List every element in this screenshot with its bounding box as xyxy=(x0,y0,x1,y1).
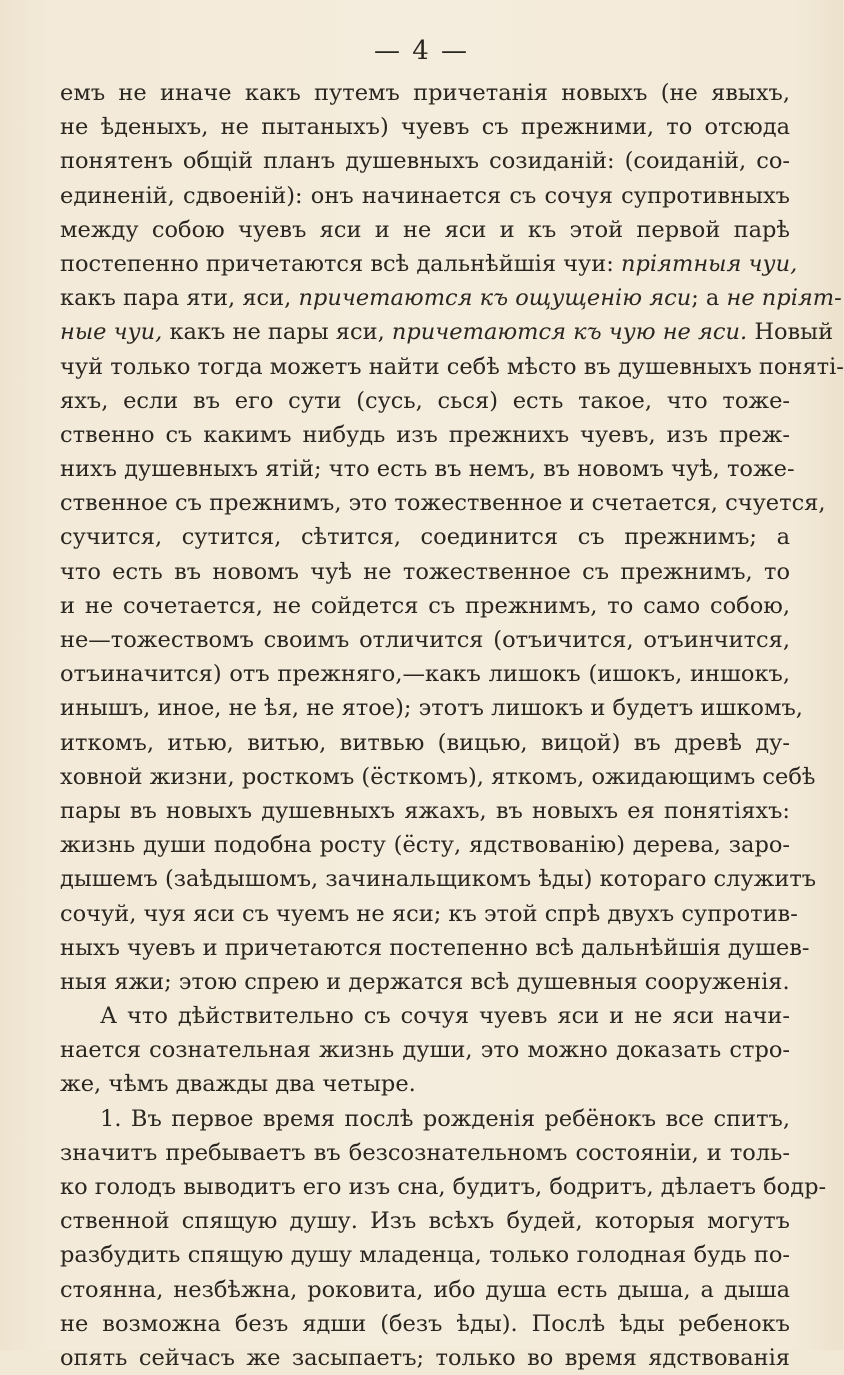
text-line xyxy=(60,965,790,999)
text-segment: не ѣденыхъ, не пытаныхъ) чуевъ съ прежними, то отсюда xyxy=(60,114,790,141)
text-line xyxy=(60,281,842,315)
text-line xyxy=(60,179,790,213)
text-segment: сочуй, чуя яси съ чуемъ не яси; къ этой спрѣ двухъ супротив- xyxy=(60,900,798,927)
text-line xyxy=(60,999,790,1033)
text-line xyxy=(60,213,790,247)
text-line xyxy=(60,1307,790,1341)
text-segment: дышемъ (заѣдышомъ, зачинальщикомъ ѣды) котораго служитъ xyxy=(60,866,817,893)
text-line xyxy=(60,1033,790,1067)
italic-text: пріятныя чуи, xyxy=(621,250,798,277)
text-segment: нается сознательная жизнь души, это можно доказать стро- xyxy=(60,1037,790,1064)
text-segment: стоянна, незбѣжна, роковита, ибо душа есть дыша, а дыша xyxy=(60,1276,790,1303)
text-segment: сучится, сутится, сѣтится, соединится съ прежнимъ; а xyxy=(60,524,790,551)
italic-text: причетаются къ ощущенію яси xyxy=(298,285,692,312)
text-segment: опять сейчасъ же засыпаетъ; только во время ядствованія xyxy=(60,1344,790,1371)
text-segment: значитъ пребываетъ въ безсознательномъ состояніи, и толь- xyxy=(60,1139,790,1166)
text-line xyxy=(60,555,790,589)
text-segment: понятенъ общій планъ душевныхъ созиданій: (соиданій, со- xyxy=(60,148,790,175)
text-line xyxy=(60,828,790,862)
text-segment: ныя яжи; этою спрею и держатся всѣ душевныя сооруженія. xyxy=(60,968,790,995)
text-segment: отъиначится) отъ прежняго,—какъ лишокъ (ишокъ, иншокъ, xyxy=(60,661,790,688)
text-line xyxy=(60,1273,790,1307)
text-line xyxy=(60,1170,827,1204)
text-segment: иткомъ, итью, витью, витвью (вицью, вицой) въ древѣ ду- xyxy=(60,729,790,756)
text-line xyxy=(60,247,798,281)
text-line xyxy=(60,418,790,452)
text-segment: какъ пара яти, яси, xyxy=(60,285,299,312)
text-line xyxy=(60,726,790,760)
text-line xyxy=(60,589,790,623)
text-line xyxy=(60,897,798,931)
text-segment: ственной спящую душу. Изъ всѣхъ будей, которыя могутъ xyxy=(60,1208,790,1235)
text-segment: емъ не иначе какъ путемъ причетанія новыхъ (не явыхъ, xyxy=(60,80,790,106)
text-segment: инышъ, иное, не ѣя, не ятое); этотъ лишокъ и будетъ ишкомъ, xyxy=(60,695,803,722)
text-line xyxy=(60,623,790,657)
text-line xyxy=(60,486,826,520)
text-line xyxy=(60,350,844,384)
text-segment: ственное съ прежнимъ, это тожественное и счетается, счуется, xyxy=(60,490,826,517)
text-line xyxy=(60,862,817,896)
text-line xyxy=(60,144,790,178)
text-segment: не—тожествомъ своимъ отличится (отъичится, отъинчится, xyxy=(60,627,790,653)
text-line xyxy=(60,1067,790,1101)
text-line xyxy=(60,1136,790,1170)
text-line xyxy=(60,315,834,349)
text-segment: разбудить спящую душу младенца, только голодная будь по- xyxy=(60,1242,790,1269)
text-line xyxy=(60,794,790,828)
text-segment: между собою чуевъ яси и не яси и къ этой первой парѣ xyxy=(60,216,790,243)
text-line xyxy=(60,1204,790,1238)
text-segment: яхъ, если въ его сути (сусь, сься) есть такое, что тоже- xyxy=(60,387,790,414)
text-line xyxy=(60,691,803,725)
text-segment: ховной жизни, росткомъ (ёсткомъ), яткомъ, ожидающимъ себѣ xyxy=(60,763,816,790)
text-line xyxy=(60,384,790,418)
text-line xyxy=(60,76,790,110)
text-segment: что есть въ новомъ чуѣ не тожественное съ прежнимъ, то xyxy=(60,558,790,585)
text-line xyxy=(60,760,816,794)
text-line xyxy=(60,1102,790,1136)
text-segment: А что дѣйствительно съ сочуя чуевъ яси и не яси начи- xyxy=(100,1003,790,1030)
text-line xyxy=(60,1238,790,1272)
text-segment: чуй только тогда можетъ найти себѣ мѣсто въ душевныхъ поняті- xyxy=(60,353,844,380)
text-segment: же, чѣмъ дважды два четыре. xyxy=(60,1071,416,1098)
text-segment: жизнь души подобна росту (ёсту, ядствованію) дерева, заро- xyxy=(60,832,790,859)
text-line xyxy=(60,452,795,486)
text-line xyxy=(60,110,790,144)
text-segment: Новый xyxy=(747,319,834,346)
page-number: — 4 — xyxy=(373,36,470,66)
text-segment: ко голодъ выводитъ его изъ сна, будитъ, бодритъ, дѣлаетъ бодр- xyxy=(60,1174,827,1200)
text-line xyxy=(60,520,790,554)
text-segment: какъ не пары яси, xyxy=(162,319,392,346)
text-segment: ныхъ чуевъ и причетаются постепенно всѣ дальнѣйшія душев- xyxy=(60,934,810,961)
text-segment: не возможна безъ ядши (безъ ѣды). Послѣ ѣды ребенокъ xyxy=(60,1310,790,1337)
text-line xyxy=(60,657,790,691)
italic-text: ные чуи, xyxy=(60,319,163,346)
text-segment: постепенно причетаются всѣ дальнѣйшія чуи: xyxy=(60,250,622,277)
italic-text: не пріят- xyxy=(726,285,842,312)
text-segment: ; а xyxy=(691,285,727,312)
body-text xyxy=(60,76,844,1375)
text-segment: и не сочетается, не сойдется съ прежнимъ, то само собою, xyxy=(60,592,790,619)
text-segment: 1. Въ первое время послѣ рожденія ребёнокъ все спитъ, xyxy=(100,1105,790,1132)
text-segment: пары въ новыхъ душевныхъ яжахъ, въ новыхъ ея понятіяхъ: xyxy=(60,797,790,824)
text-line xyxy=(60,931,810,965)
italic-text: причетаются къ чую не яси. xyxy=(391,319,748,346)
text-segment: единеній, сдвоеній): онъ начинается съ сочуя супротивныхъ xyxy=(60,182,790,209)
text-line xyxy=(60,1341,790,1375)
text-segment: ственно съ какимъ нибудь изъ прежнихъ чуевъ, изъ преж- xyxy=(60,421,790,448)
text-segment: нихъ душевныхъ ятій; что есть въ немъ, въ новомъ чуѣ, тоже- xyxy=(60,456,795,483)
